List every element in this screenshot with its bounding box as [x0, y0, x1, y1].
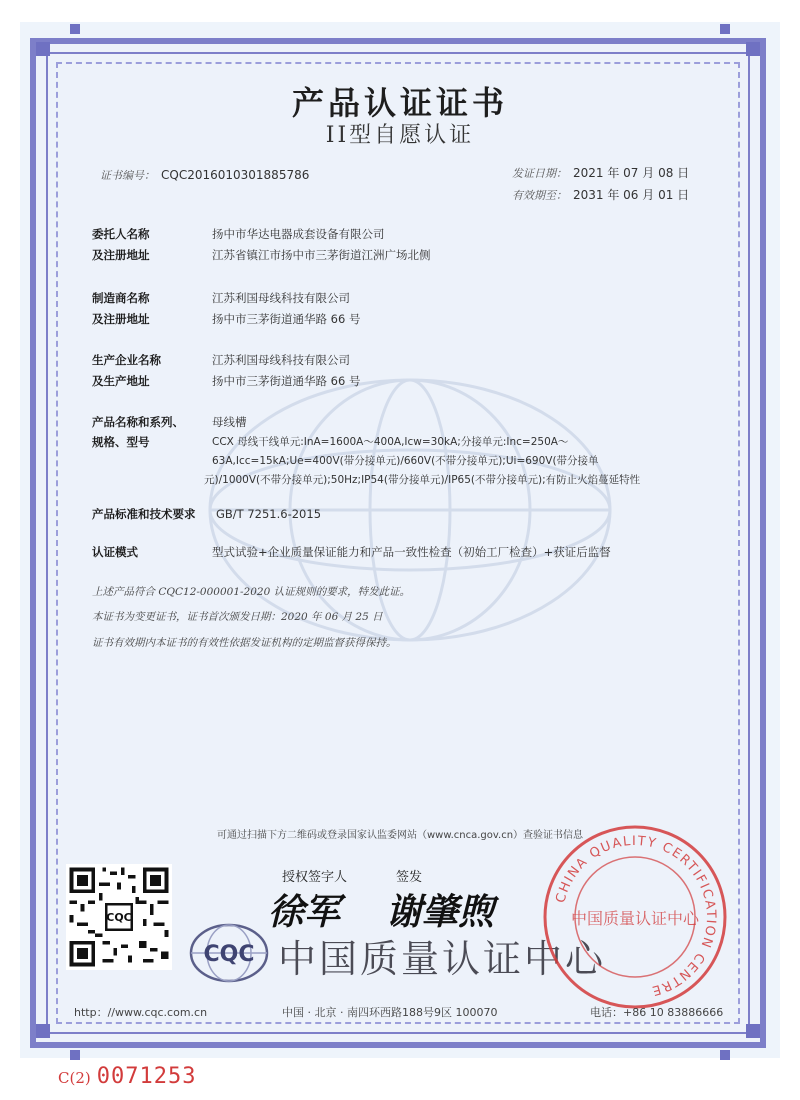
field-label: 认证模式: [92, 545, 138, 559]
serial-value: 0071253: [96, 1064, 197, 1089]
field-label: 及生产地址: [92, 374, 150, 388]
field-value: 江苏利国母线科技有限公司: [212, 291, 350, 305]
field-value: 扬中市三茅街道通华路 66 号: [212, 312, 361, 326]
field-label: 规格、型号: [92, 435, 150, 449]
issuer-label: 签发: [396, 870, 423, 885]
cqc-logo: [188, 922, 270, 984]
footer-website: http：//www.cqc.com.cn: [74, 1006, 208, 1019]
authorized-signature: 徐军: [268, 891, 341, 933]
issuer-signature: 谢肇煦: [386, 891, 495, 933]
field-label: 委托人名称: [92, 227, 150, 241]
field-value: 母线槽: [212, 415, 247, 429]
corner-ornament: [70, 1050, 80, 1060]
footer-phone: 电话：+86 10 83886666: [590, 1006, 724, 1019]
note-line: 本证书为变更证书，证书首次颁发日期：2020 年 06 月 25 日: [92, 611, 383, 623]
certification-seal: [540, 822, 730, 1012]
organization-name: 中国质量认证中心: [278, 937, 607, 981]
serial-number: [58, 1064, 196, 1089]
field-label: 及注册地址: [92, 312, 150, 326]
corner-ornament: [746, 42, 760, 56]
certificate-number: [100, 167, 309, 183]
field-label: 生产企业名称: [92, 353, 161, 367]
field-label: 及注册地址: [92, 248, 150, 262]
corner-ornament: [70, 24, 80, 34]
expiry-date: [512, 186, 689, 203]
corner-ornament: [36, 42, 50, 56]
field-value: 扬中市三茅街道通华路 66 号: [212, 374, 361, 388]
expiry-date-label: 有效期至：: [512, 189, 567, 202]
issue-date-value: 2021 年 07 月 08 日: [573, 166, 690, 180]
field-value: 江苏省镇江市扬中市三茅街道江洲广场北侧: [212, 248, 431, 262]
field-value: CCX 母线干线单元:InA=1600A～400A,Icw=30kA;分接单元:Inc=250A～: [212, 436, 569, 448]
field-label: 制造商名称: [92, 291, 150, 305]
field-label: 产品标准和技术要求: [92, 507, 196, 521]
qr-code[interactable]: [66, 864, 172, 970]
corner-ornament: [36, 1024, 50, 1038]
issue-date: [512, 164, 689, 181]
footer-address: 中国 · 北京 · 南四环西路188号9区 100070: [282, 1006, 498, 1019]
field-value: 扬中市华达电器成套设备有限公司: [212, 227, 385, 241]
field-value: 型式试验+企业质量保证能力和产品一致性检查（初始工厂检查）+获证后监督: [212, 545, 611, 559]
authorized-signer-label: 授权签字人: [282, 870, 348, 885]
cqc-logo-text: CQC: [203, 942, 255, 967]
field-value: 江苏利国母线科技有限公司: [212, 353, 350, 367]
certificate-title: 产品认证证书: [291, 84, 508, 122]
corner-ornament: [720, 1050, 730, 1060]
seal-ring-text: CHINA QUALITY CERTIFICATION CENTRE: [553, 833, 719, 999]
seal-center-text: 中国质量认证中心: [570, 909, 700, 928]
serial-prefix: C(2): [58, 1069, 91, 1087]
certificate-subtitle: II型自愿认证: [325, 123, 475, 148]
expiry-date-value: 2031 年 06 月 01 日: [573, 188, 690, 202]
field-label: 产品名称和系列、: [92, 415, 184, 429]
qr-cqc-mark: CQC: [106, 911, 132, 925]
note-line: 上述产品符合 CQC12-000001-2020 认证规则的要求，特发此证。: [92, 586, 411, 598]
field-value: 元)/1000V(不带分接单元);50Hz;IP54(带分接单元)/IP65(不带分接单元);有防止火焰蔓延特性: [204, 474, 641, 486]
certificate-number-value: CQC2016010301885786: [161, 168, 310, 182]
field-value: 63A,Icc=15kA;Ue=400V(带分接单元)/660V(不带分接单元);Ui=690V(带分接单: [212, 455, 599, 467]
corner-ornament: [746, 1024, 760, 1038]
verification-text: 可通过扫描下方二维码或登录国家认监委网站（www.cnca.gov.cn）查验证书信息: [216, 830, 584, 841]
issue-date-label: 发证日期：: [512, 167, 567, 180]
certificate-number-label: 证书编号：: [100, 169, 155, 182]
note-line: 证书有效期内本证书的有效性依据发证机构的定期监督获得保持。: [92, 637, 397, 649]
corner-ornament: [720, 24, 730, 34]
field-value: GB/T 7251.6-2015: [216, 507, 322, 521]
